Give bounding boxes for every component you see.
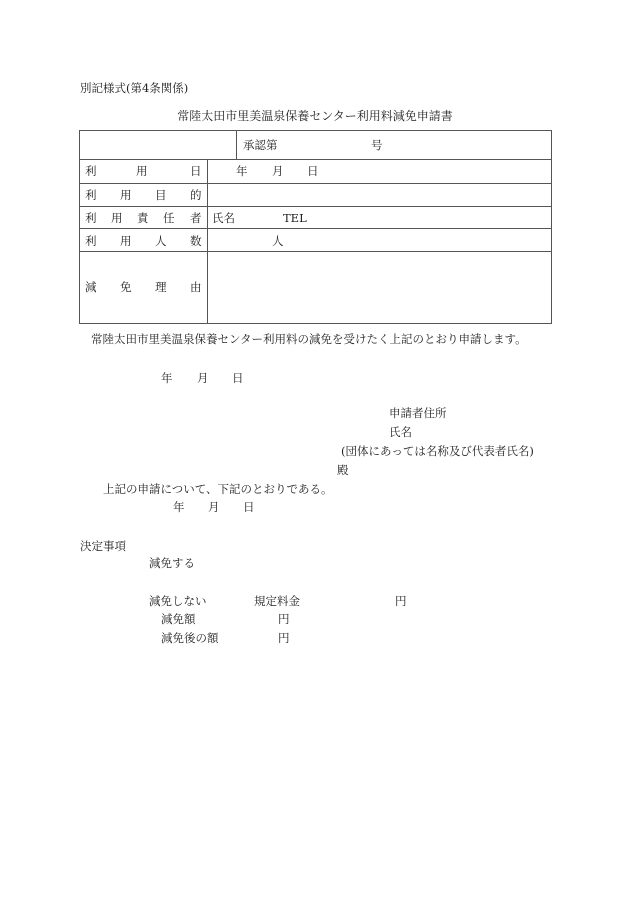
usage-date-label-char: 日 (190, 164, 202, 178)
head-count-label-char: 利 (85, 234, 97, 248)
applicant-name-label: 氏名 (389, 425, 412, 439)
request-date-day: 日 (232, 371, 244, 385)
usage-purpose-label-char: 的 (190, 188, 202, 202)
table-border-right (551, 130, 552, 323)
approval-label: 承認第 (243, 138, 278, 152)
usage-date-year: 年 (236, 164, 248, 178)
applicant-address-label: 申請者住所 (389, 406, 447, 420)
standard-fee-yen: 円 (395, 594, 407, 608)
responsible-person-name-label: 氏名 (212, 211, 235, 225)
decision-date-month: 月 (208, 500, 220, 514)
usage-date-label-char: 利 (85, 164, 97, 178)
table-border-top (79, 130, 552, 131)
exemption-reason-label-char: 免 (120, 280, 132, 294)
responsible-person-label-char: 責 (137, 211, 149, 225)
request-date-year: 年 (161, 371, 173, 385)
page-title: 常陸太田市里美温泉保養センター利用料減免申請書 (177, 109, 453, 123)
table-divider (79, 251, 552, 252)
approval-suffix: 号 (371, 138, 383, 152)
table-divider (79, 228, 552, 229)
reduction-amount-yen: 円 (278, 612, 290, 626)
head-count-label-char: 数 (190, 234, 202, 248)
label-column-divider (207, 159, 208, 323)
usage-purpose-label-char: 用 (120, 188, 132, 202)
decision-date-day: 日 (243, 500, 255, 514)
responsible-person-tel-label: TEL (283, 211, 307, 225)
decision-date-year: 年 (173, 500, 185, 514)
table-border-bottom (79, 323, 552, 324)
table-divider (79, 159, 552, 160)
responsible-person-label-char: 用 (111, 211, 123, 225)
head-count-unit: 人 (272, 234, 284, 248)
table-divider (79, 183, 552, 184)
responsible-person-label-char: 利 (85, 211, 97, 225)
approval-cell-divider (236, 130, 237, 159)
after-reduction-yen: 円 (278, 631, 290, 645)
usage-purpose-label-char: 利 (85, 188, 97, 202)
exemption-reason-label-char: 減 (85, 280, 97, 294)
decision-statement: 上記の申請について、下記のとおりである。 (103, 482, 333, 496)
head-count-label-char: 用 (120, 234, 132, 248)
usage-date-label-char: 用 (136, 164, 148, 178)
table-divider (79, 206, 552, 207)
table-border-left (79, 130, 80, 323)
applicant-note: (団体にあっては名称及び代表者氏名) (341, 444, 534, 458)
decision-option-not-exempt: 減免しない (149, 594, 207, 608)
exemption-reason-label-char: 由 (190, 280, 202, 294)
usage-purpose-label-char: 目 (155, 188, 167, 202)
usage-date-month: 月 (272, 164, 284, 178)
addressee-suffix: 殿 (337, 463, 349, 477)
decision-option-exempt: 減免する (149, 556, 195, 570)
request-statement: 常陸太田市里美温泉保養センター利用料の減免を受けたく上記のとおり申請します。 (91, 332, 527, 346)
reduction-amount-label: 減免額 (161, 612, 196, 626)
after-reduction-label: 減免後の額 (161, 631, 219, 645)
usage-date-day: 日 (307, 164, 319, 178)
decision-heading: 決定事項 (80, 539, 126, 553)
form-reference: 別記様式(第4条関係) (80, 81, 189, 95)
responsible-person-label-char: 任 (163, 211, 175, 225)
head-count-label-char: 人 (155, 234, 167, 248)
request-date-month: 月 (197, 371, 209, 385)
exemption-reason-label-char: 理 (155, 280, 167, 294)
standard-fee-label: 規定料金 (254, 594, 300, 608)
responsible-person-label-char: 者 (190, 211, 202, 225)
